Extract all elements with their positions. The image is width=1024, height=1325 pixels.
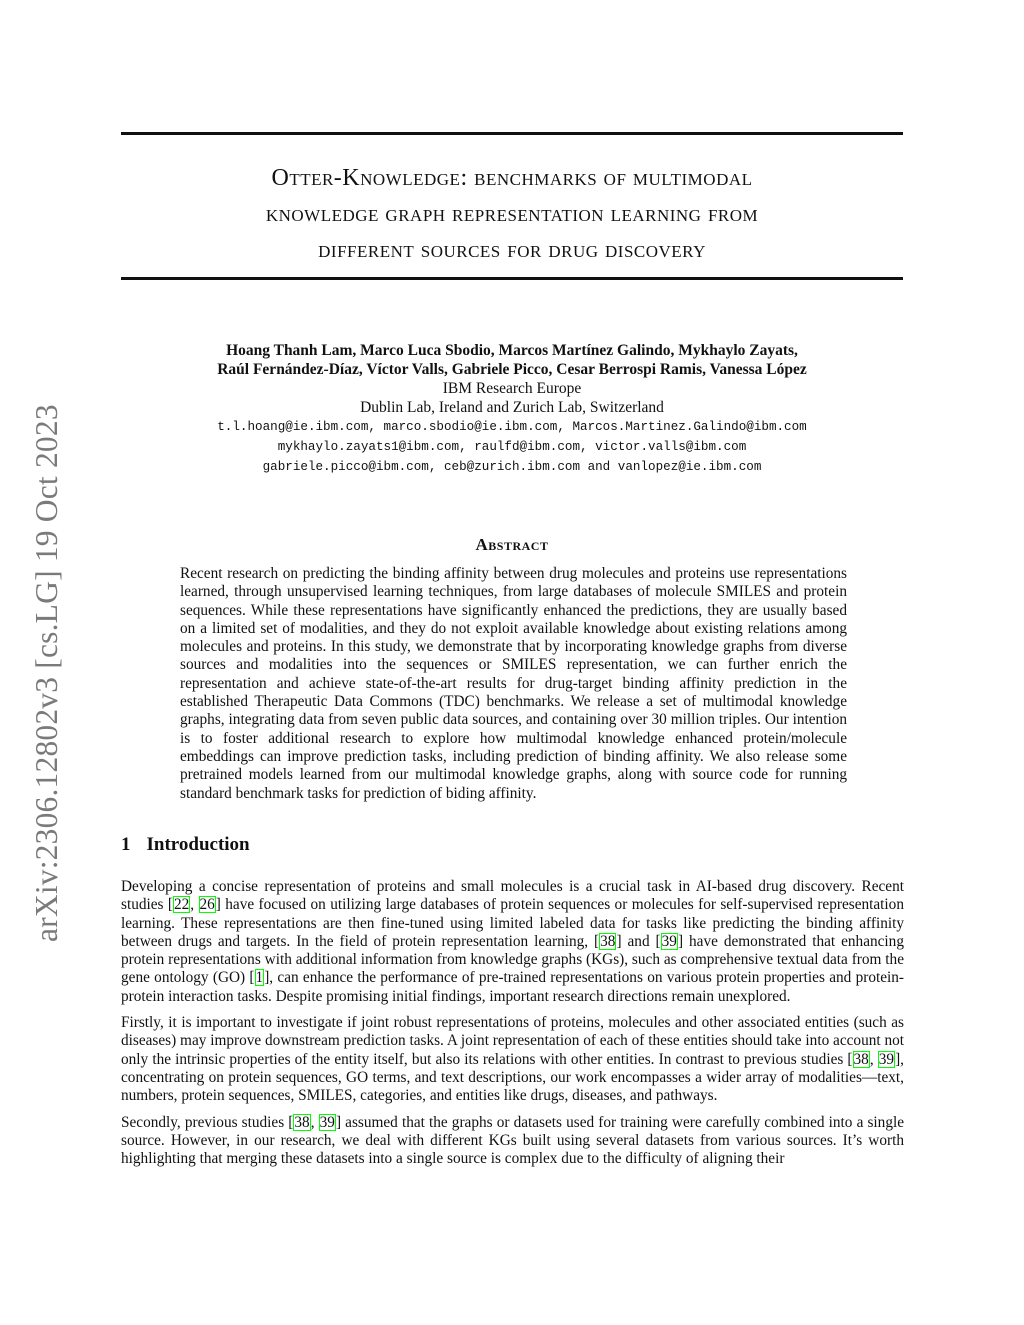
- bottom-rule: [121, 277, 903, 280]
- email-line: mykhaylo.zayats1@ibm.com, raulfd@ibm.com, victor.valls@ibm.com: [277, 440, 747, 454]
- citation-link[interactable]: 39: [878, 1050, 895, 1068]
- affiliation-location: Dublin Lab, Ireland and Zurich Lab, Switzerland: [360, 399, 664, 416]
- section-title: Introduction: [146, 834, 250, 855]
- citation-link[interactable]: 1: [255, 969, 264, 987]
- email-line: gabriele.picco@ibm.com, ceb@zurich.ibm.com and vanlopez@ie.ibm.com: [262, 460, 762, 474]
- citation-link[interactable]: 39: [319, 1113, 335, 1131]
- paragraph: Secondly, previous studies [38, 39] assumed that the graphs or datasets used for training were carefully combined into a single source. However, in our research, we deal with different KGs built using several datasets from various sources. It’s worth highlighting that merging these datasets into a single source is complex due to the difficulty of aligning their: [121, 1113, 905, 1168]
- citation-link[interactable]: 26: [199, 896, 215, 914]
- citation-link[interactable]: 39: [661, 932, 677, 950]
- arxiv-watermark: arXiv:2306.12802v3 [cs.LG] 19 Oct 2023: [29, 404, 64, 942]
- top-rule: [121, 132, 903, 135]
- paragraph: Developing a concise representation of proteins and small molecules is a crucial task in AI-based drug discovery. Recent studies [22, 26] have focused on utilizing large databases of protein sequences or molecules for self-supervised representation learning. These representations are then fine-tuned using limited labeled data for tasks like predicting the binding affinity between drugs and targets. In the field of protein representation learning, [38] and [39] have demonstrated that enhancing protein representations with additional information from knowledge graphs (KGs), such as comprehensive textual data from the gene ontology (GO) [1], can enhance the performance of pre-trained representations on various protein properties and protein-protein interaction tasks. Despite promising initial findings, important research directions remain unexplored.: [121, 878, 904, 1005]
- citation-link[interactable]: 38: [294, 1113, 310, 1131]
- affiliation: IBM Research Europe: [442, 380, 582, 397]
- author-names-line: Hoang Thanh Lam, Marco Luca Sbodio, Marcos Martínez Galindo, Mykhaylo Zayats,: [226, 342, 798, 359]
- abstract-text: Recent research on predicting the binding affinity between drug molecules and proteins use representations learned, through unsupervised learning techniques, from large databases of molecule SMILES and protein sequences. While these representations have significantly enhanced the predictions, they are usually based on a limited set of modalities, and they do not exploit available knowledge about existing relations among molecules and proteins. In this study, we demonstrate that by incorporating knowledge graphs from diverse sources and modalities into the sequences or SMILES representation, we can further enrich the representation and achieve state-of-the-art results for drug-target binding affinity prediction in the established Therapeutic Data Commons (TDC) benchmarks. We release a set of multimodal knowledge graphs, integrating data from seven public data sources, and containing over 30 million triples. Our intention is to foster additional research to explore how multimodal knowledge enhanced protein/molecule embeddings can improve prediction tasks, including prediction of binding affinity. We also release some pretrained models learned from our multimodal knowledge graphs, along with source code for running standard benchmark tasks for prediction of biding affinity.: [180, 565, 847, 802]
- abstract-heading: Abstract: [475, 535, 549, 554]
- citation-link[interactable]: 38: [853, 1050, 869, 1068]
- section-heading: [121, 834, 250, 856]
- citation-link[interactable]: 38: [600, 932, 616, 950]
- email-line: t.l.hoang@ie.ibm.com, marco.sbodio@ie.ibm.com, Marcos.Martinez.Galindo@ibm.com: [217, 420, 807, 434]
- author-block: [121, 341, 903, 477]
- title-line: knowledge graph representation learning from: [265, 201, 759, 227]
- paragraph: Firstly, it is important to investigate if joint robust representations of proteins, molecules and other associated entities (such as diseases) may improve downstream prediction tasks. A joint representation of each of these entities should take into account not only the intrinsic properties of the entity itself, but also its relations with other entities. In contrast to previous studies [38, 39], concentrating on protein sequences, GO terms, and text descriptions, our work encompasses a wider array of modalities—text, numbers, protein sequences, SMILES, categories, and entities like drugs, diseases, and pathways.: [121, 1014, 904, 1105]
- paper-title: [121, 160, 903, 268]
- title-line: different sources for drug discovery: [318, 237, 706, 263]
- author-names-line: Raúl Fernández-Díaz, Víctor Valls, Gabriele Picco, Cesar Berrospi Ramis, Vanessa López: [217, 361, 807, 378]
- citation-link[interactable]: 22: [173, 896, 190, 914]
- body-text: [121, 878, 904, 1176]
- title-line: Otter-Knowledge: benchmarks of multimodal: [271, 165, 753, 191]
- section-number: 1: [121, 834, 131, 855]
